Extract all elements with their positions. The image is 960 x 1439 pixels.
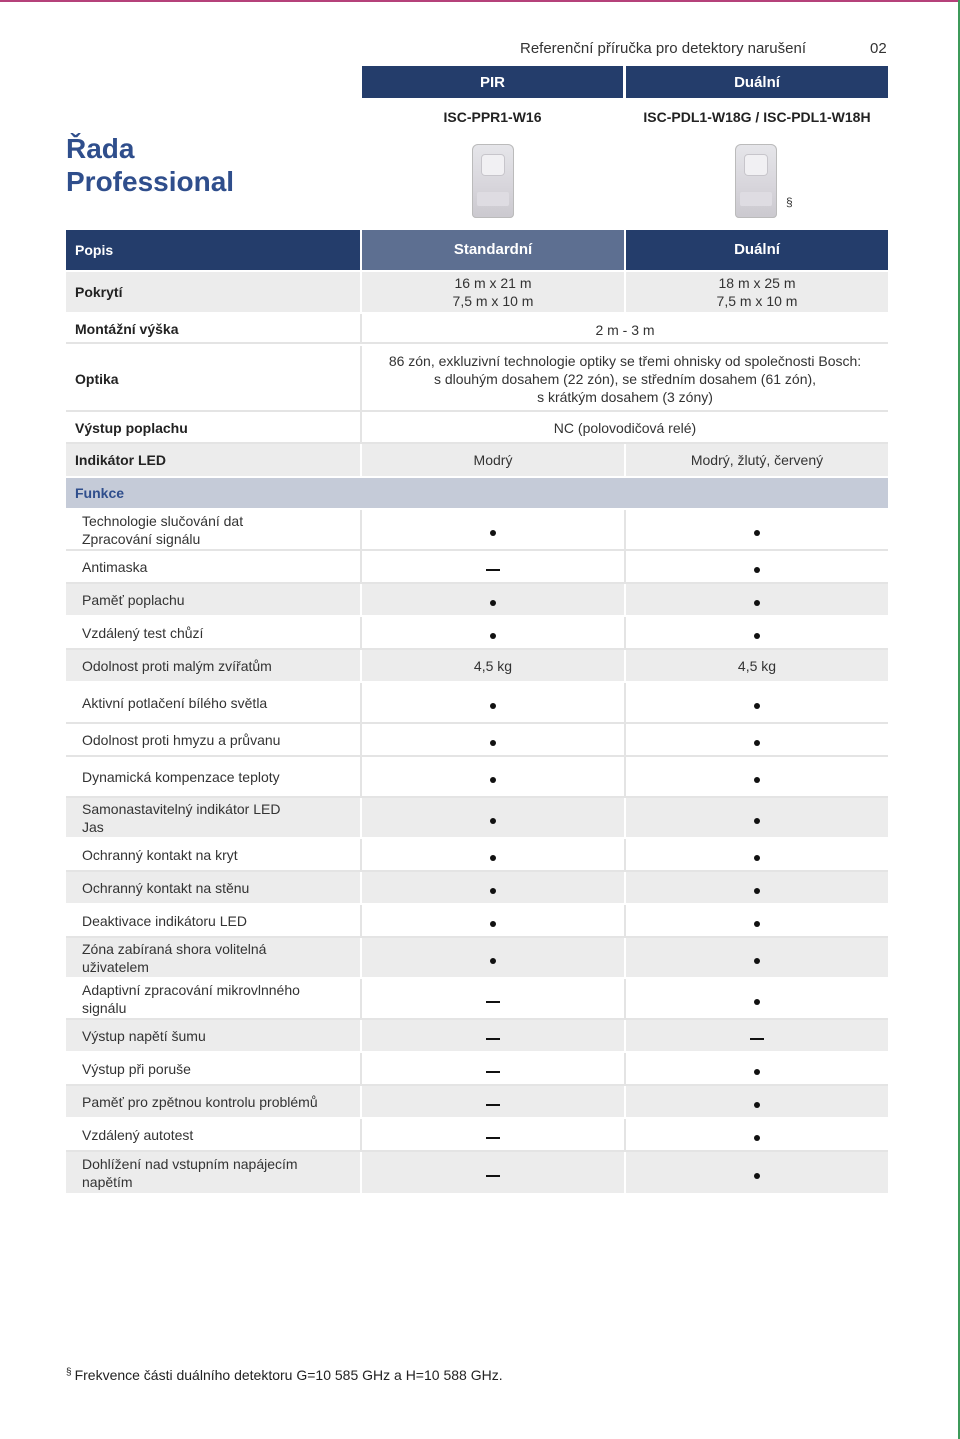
feature-supported-dot bbox=[754, 958, 760, 964]
feature-unsupported-dash bbox=[486, 1071, 500, 1073]
mount-height-value: 2 m - 3 m bbox=[595, 322, 655, 338]
feature-supported-dot bbox=[490, 921, 496, 927]
optics-line2: s dlouhým dosahem (22 zón), se středním dosahem (61 zón), bbox=[433, 371, 817, 387]
feature-supported-dot bbox=[490, 818, 496, 824]
feature-label-line1: Vzdálený test chůzí bbox=[82, 624, 204, 641]
column-divider bbox=[624, 724, 626, 755]
column-divider bbox=[624, 1053, 626, 1084]
alarm-output-label: Výstup poplachu bbox=[75, 420, 188, 436]
feature-label-line1: Samonastavitelný indikátor LED bbox=[82, 800, 281, 817]
column-header-dual: Duální bbox=[626, 66, 888, 98]
alarm-output-value: NC (polovodičová relé) bbox=[553, 420, 697, 436]
column-header-pir: PIR bbox=[362, 66, 623, 98]
feature-supported-dot bbox=[754, 633, 760, 639]
feature-label-line2: signálu bbox=[82, 999, 127, 1016]
led-indicator-pir: Modrý bbox=[473, 452, 513, 468]
column-divider bbox=[360, 979, 362, 1018]
feature-label-line1: Paměť pro zpětnou kontrolu problémů bbox=[82, 1093, 318, 1110]
table-row bbox=[66, 584, 888, 617]
feature-supported-dot bbox=[754, 530, 760, 536]
series-title bbox=[66, 132, 234, 198]
coverage-pir-line2: 7,5 m x 10 m bbox=[452, 293, 534, 309]
table-head-label: Popis bbox=[75, 242, 114, 258]
feature-label-line2: Jas bbox=[82, 818, 104, 835]
optics-line3: s krátkým dosahem (3 zóny) bbox=[537, 389, 713, 405]
column-divider bbox=[624, 905, 626, 936]
coverage-dual-line2: 7,5 m x 10 m bbox=[716, 293, 798, 309]
feature-label-line1: Antimaska bbox=[82, 558, 148, 575]
feature-label-line1: Deaktivace indikátoru LED bbox=[82, 912, 247, 929]
column-divider bbox=[624, 1119, 626, 1150]
column-divider bbox=[360, 1053, 362, 1084]
table-head-standard: Standardní bbox=[453, 241, 533, 258]
feature-label-line2: uživatelem bbox=[82, 958, 149, 975]
optics-line1: 86 zón, exkluzivní technologie optiky se třemi ohnisky od společnosti Bosch: bbox=[388, 353, 862, 369]
feature-label-line1: Odolnost proti malým zvířatům bbox=[82, 657, 272, 674]
feature-unsupported-dash bbox=[486, 1137, 500, 1139]
column-divider bbox=[624, 617, 626, 648]
column-divider bbox=[624, 872, 626, 903]
column-divider bbox=[624, 979, 626, 1018]
feature-label bbox=[82, 617, 203, 648]
feature-label bbox=[82, 1053, 191, 1084]
feature-label-line1: Zóna zabíraná shora volitelná bbox=[82, 940, 267, 957]
feature-supported-dot bbox=[754, 1135, 760, 1141]
table-head-dual: Duální bbox=[734, 241, 780, 258]
coverage-pir-line1: 16 m x 21 m bbox=[454, 275, 532, 291]
column-divider bbox=[624, 1152, 626, 1193]
feature-label-line1: Výstup při poruše bbox=[82, 1060, 191, 1077]
feature-unsupported-dash bbox=[486, 1175, 500, 1177]
column-divider bbox=[624, 1020, 626, 1051]
optics-label: Optika bbox=[75, 371, 119, 387]
feature-supported-dot bbox=[754, 600, 760, 606]
feature-label bbox=[82, 979, 300, 1018]
feature-label bbox=[82, 839, 238, 870]
feature-label-line1: Paměť poplachu bbox=[82, 591, 185, 608]
column-divider bbox=[360, 839, 362, 870]
column-divider bbox=[624, 1086, 626, 1117]
column-divider bbox=[360, 938, 362, 977]
led-indicator-label: Indikátor LED bbox=[75, 452, 167, 468]
column-divider bbox=[624, 938, 626, 977]
feature-label-line1: Adaptivní zpracování mikrovlnného bbox=[82, 981, 300, 998]
dual-detector-image bbox=[735, 144, 777, 218]
column-divider bbox=[624, 510, 626, 549]
mount-height-label: Montážní výška bbox=[75, 321, 179, 337]
functions-band bbox=[66, 478, 888, 510]
feature-label bbox=[82, 551, 147, 582]
column-divider bbox=[624, 683, 626, 722]
feature-supported-dot bbox=[490, 777, 496, 783]
column-divider bbox=[624, 798, 626, 837]
feature-label bbox=[82, 938, 266, 977]
feature-label-line1: Technologie slučování dat bbox=[82, 512, 244, 529]
feature-supported-dot bbox=[754, 1173, 760, 1179]
feature-supported-dot bbox=[490, 633, 496, 639]
feature-label-line1: Dohlížení nad vstupním napájecím bbox=[82, 1155, 298, 1172]
column-divider bbox=[360, 617, 362, 648]
feature-supported-dot bbox=[754, 1069, 760, 1075]
footnote-text: Frekvence části duálního detektoru G=10 585 GHz a H=10 588 GHz. bbox=[74, 1367, 503, 1383]
table-row bbox=[66, 551, 888, 584]
feature-supported-dot bbox=[754, 818, 760, 824]
feature-supported-dot bbox=[754, 567, 760, 573]
coverage-dual bbox=[626, 272, 888, 312]
footnote bbox=[66, 1367, 503, 1383]
feature-label bbox=[82, 510, 243, 549]
feature-label bbox=[82, 1152, 298, 1193]
feature-label-line1: Vzdálený autotest bbox=[82, 1126, 194, 1143]
feature-unsupported-dash bbox=[750, 1038, 764, 1040]
feature-supported-dot bbox=[754, 999, 760, 1005]
feature-label-line1: Aktivní potlačení bílého světla bbox=[82, 694, 268, 711]
column-divider bbox=[360, 1119, 362, 1150]
pir-detector-image bbox=[472, 144, 514, 218]
coverage-pir bbox=[362, 272, 624, 312]
functions-label: Funkce bbox=[75, 485, 125, 501]
column-divider bbox=[624, 551, 626, 582]
feature-label bbox=[82, 683, 267, 722]
dual-footnote-mark: § bbox=[786, 195, 793, 209]
page-number: 02 bbox=[870, 40, 887, 57]
model-dual: ISC-PDL1-W18G / ISC-PDL1-W18H bbox=[643, 109, 871, 125]
column-divider bbox=[360, 551, 362, 582]
column-divider bbox=[360, 510, 362, 549]
feature-label bbox=[82, 757, 280, 796]
feature-supported-dot bbox=[490, 740, 496, 746]
column-divider bbox=[360, 584, 362, 615]
feature-supported-dot bbox=[754, 921, 760, 927]
feature-unsupported-dash bbox=[486, 569, 500, 571]
feature-label bbox=[82, 1119, 193, 1150]
feature-label-line1: Výstup napětí šumu bbox=[82, 1027, 206, 1044]
feature-label bbox=[82, 1086, 318, 1117]
feature-supported-dot bbox=[754, 855, 760, 861]
column-divider bbox=[624, 584, 626, 615]
column-divider bbox=[360, 1086, 362, 1117]
feature-label bbox=[82, 905, 247, 936]
feature-supported-dot bbox=[490, 855, 496, 861]
feature-value: 4,5 kg bbox=[473, 657, 513, 674]
column-divider bbox=[360, 905, 362, 936]
top-border bbox=[0, 0, 960, 2]
feature-supported-dot bbox=[754, 1102, 760, 1108]
feature-label bbox=[82, 872, 249, 903]
column-divider bbox=[360, 1152, 362, 1193]
coverage-label: Pokrytí bbox=[75, 284, 123, 300]
feature-unsupported-dash bbox=[486, 1038, 500, 1040]
column-divider bbox=[360, 683, 362, 722]
model-pir: ISC-PPR1-W16 bbox=[443, 109, 542, 125]
feature-label bbox=[82, 798, 280, 837]
footnote-mark: § bbox=[66, 1367, 72, 1378]
series-title-line1: Řada bbox=[66, 133, 135, 164]
feature-label bbox=[82, 584, 185, 615]
column-divider bbox=[360, 872, 362, 903]
feature-label-line1: Dynamická kompenzace teploty bbox=[82, 768, 280, 785]
column-divider bbox=[624, 757, 626, 796]
optics-value bbox=[362, 348, 888, 410]
coverage-dual-line1: 18 m x 25 m bbox=[718, 275, 796, 291]
feature-label-line1: Ochranný kontakt na kryt bbox=[82, 846, 238, 863]
feature-supported-dot bbox=[754, 888, 760, 894]
feature-label bbox=[82, 724, 280, 755]
column-divider bbox=[360, 757, 362, 796]
feature-supported-dot bbox=[490, 888, 496, 894]
reference-title: Referenční příručka pro detektory narušení bbox=[520, 40, 806, 57]
column-divider bbox=[360, 1020, 362, 1051]
column-divider bbox=[360, 798, 362, 837]
feature-label-line1: Ochranný kontakt na stěnu bbox=[82, 879, 250, 896]
feature-supported-dot bbox=[490, 958, 496, 964]
feature-label-line2: Zpracování signálu bbox=[82, 530, 201, 547]
feature-supported-dot bbox=[754, 777, 760, 783]
led-indicator-dual: Modrý, žlutý, červený bbox=[690, 452, 824, 468]
feature-supported-dot bbox=[490, 530, 496, 536]
feature-unsupported-dash bbox=[486, 1104, 500, 1106]
feature-supported-dot bbox=[754, 703, 760, 709]
feature-label bbox=[82, 1020, 206, 1051]
feature-supported-dot bbox=[754, 740, 760, 746]
feature-label bbox=[82, 650, 272, 681]
column-divider bbox=[360, 724, 362, 755]
series-title-line2: Professional bbox=[66, 166, 235, 197]
feature-unsupported-dash bbox=[486, 1001, 500, 1003]
column-divider bbox=[624, 839, 626, 870]
feature-value: 4,5 kg bbox=[737, 657, 777, 674]
feature-label-line2: napětím bbox=[82, 1173, 133, 1190]
feature-label-line1: Odolnost proti hmyzu a průvanu bbox=[82, 731, 281, 748]
feature-supported-dot bbox=[490, 703, 496, 709]
feature-supported-dot bbox=[490, 600, 496, 606]
